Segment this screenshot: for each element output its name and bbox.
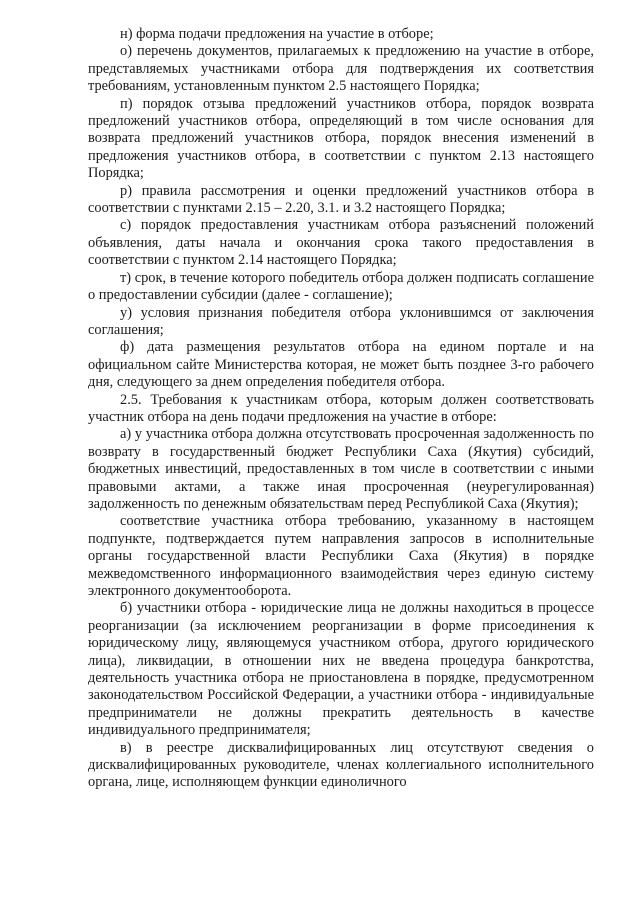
paragraph-u-evasion-conditions: у) условия признания победителя отбора уклонившимся от заключения соглашения; bbox=[88, 304, 594, 338]
paragraph-b-no-reorganization: б) участники отбора - юридические лица не должны находиться в процессе реорганизации (за исключением реорганизации в форме присоединения к юридическому лицу, являющемуся участником отбора, другого юридического лица), ликвидации, в отношении них не введена процедура банкротства, деятельность участника отбора не приостановлена в порядке, предусмотренном законодательством Российской Федерации, а участники отбора - индивидуальные предприниматели не должны прекратить деятельность в качестве индивидуального предпринимателя; bbox=[88, 600, 594, 739]
paragraph-o-documents-list: о) перечень документов, прилагаемых к предложению на участие в отборе, представляемых участниками отбора для подтверждения их соответствия требованиям, установленным пунктом 2.5 настоящего Порядка; bbox=[88, 43, 594, 95]
paragraph-r-review-rules: р) правила рассмотрения и оценки предложений участников отбора в соответствии с пунктами 2.15 – 2.20, 3.1. и 3.2 настоящего Порядка; bbox=[88, 182, 594, 217]
paragraph-a-no-debt: а) у участника отбора должна отсутствовать просроченная задолженность по возврату в государственный бюджет Республики Саха (Якутия) субсидий, бюджетных инвестиций, предоставленных в том числе в соответствии с иными правовыми актами, а также иная просроченная (неурегулированная) задолженность по денежным обязательствам перед Республикой Саха (Якутия); bbox=[88, 426, 594, 512]
paragraph-v-disqualified-registry: в) в реестре дисквалифицированных лиц отсутствуют сведения о дисквалифицированных руководителе, членах коллегиального исполнительного органа, лице, исполняющем функции единоличного bbox=[88, 739, 594, 791]
paragraph-p-withdrawal-order: п) порядок отзыва предложений участников отбора, порядок возврата предложений участников отбора, определяющий в том числе основания для возврата предложений участников отбора, порядок внесения изменений в предложения участников отбора, в соответствии с пунктом 2.13 настоящего Порядка; bbox=[88, 95, 594, 182]
paragraph-s-clarifications: с) порядок предоставления участникам отбора разъяснений положений объявления, даты начала и окончания срока такого предоставления в соответствии с пунктом 2.14 настоящего Порядка; bbox=[88, 217, 594, 269]
paragraph-n-submission-form: н) форма подачи предложения на участие в отборе; bbox=[120, 26, 434, 42]
paragraph-compliance-confirmation: соответствие участника отбора требованию, указанному в настоящем подпункте, подтверждается путем направления запросов в исполнительные органы государственной власти Республики Саха (Якутия) в порядке межведомственного информационного взаимодействия через единую систему электронного документооборота. bbox=[88, 513, 594, 599]
document-page bbox=[88, 26, 594, 792]
paragraph-f-results-date: ф) дата размещения результатов отбора на едином портале и на официальном сайте Министерства которая, не может быть позднее 3-го рабочего дня, следующего за днем определения победителя отбора. bbox=[88, 339, 594, 391]
paragraph-t-signing-term: т) срок, в течение которого победитель отбора должен подписать соглашение о предоставлении субсидии (далее - соглашение); bbox=[88, 269, 594, 304]
paragraph-2-5-requirements: 2.5. Требования к участникам отбора, которым должен соответствовать участник отбора на день подачи предложения на участие в отборе: bbox=[88, 391, 594, 425]
